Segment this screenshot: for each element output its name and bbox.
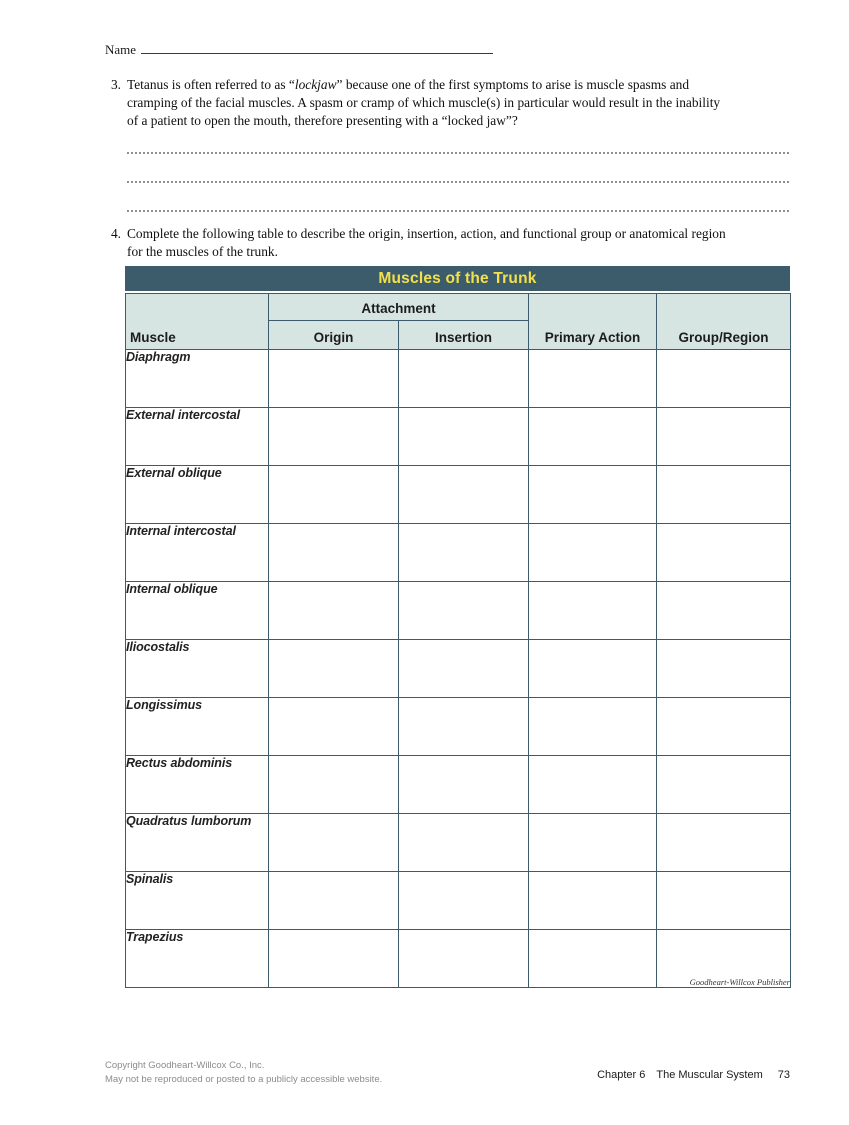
insertion-cell <box>399 872 529 930</box>
primary-action-cell <box>529 350 657 408</box>
group-region-cell <box>657 582 791 640</box>
col-header-muscle: Muscle <box>126 294 269 350</box>
group-region-cell <box>657 698 791 756</box>
primary-action-cell <box>529 466 657 524</box>
question-3-number: 3. <box>110 77 121 92</box>
question-3-lockjaw-italic: lockjaw <box>294 77 337 92</box>
question-3-line1 <box>127 76 782 94</box>
muscle-name-cell: Internal oblique <box>126 582 269 640</box>
page-number: 73 <box>777 1069 790 1081</box>
primary-action-cell <box>529 756 657 814</box>
question-4-line1: Complete the following table to describe the origin, insertion, action, and functional group or anatomical region <box>127 226 726 241</box>
insertion-cell <box>399 582 529 640</box>
table-row-internal-intercostal <box>126 524 791 582</box>
origin-cell <box>269 582 399 640</box>
table-row-quadratus-lumborum <box>126 814 791 872</box>
origin-cell <box>269 408 399 466</box>
group-region-cell <box>657 466 791 524</box>
chapter-label: Chapter 6 <box>597 1069 646 1081</box>
book-section-label: The Muscular System <box>656 1069 763 1081</box>
muscle-name-cell: External intercostal <box>126 408 269 466</box>
table-row-iliocostalis <box>126 640 791 698</box>
question-3-text <box>127 76 782 130</box>
origin-cell <box>269 872 399 930</box>
origin-cell <box>269 698 399 756</box>
group-region-cell <box>657 350 791 408</box>
table-row-diaphragm <box>126 350 791 408</box>
question-3-line1-pre: Tetanus is often referred to as “ <box>127 77 295 92</box>
primary-action-cell <box>529 930 657 988</box>
insertion-cell <box>399 698 529 756</box>
insertion-cell <box>399 350 529 408</box>
table-header <box>126 294 791 350</box>
copyright-line2: May not be reproduced or posted to a publicly accessible website. <box>105 1074 383 1085</box>
group-region-cell <box>657 756 791 814</box>
muscles-table-container <box>125 266 790 988</box>
group-region-cell <box>657 408 791 466</box>
table-row-internal-oblique <box>126 582 791 640</box>
primary-action-cell <box>529 698 657 756</box>
question-4-number: 4. <box>110 226 121 241</box>
primary-action-cell <box>529 582 657 640</box>
origin-cell <box>269 930 399 988</box>
muscle-name-cell: Rectus abdominis <box>126 756 269 814</box>
insertion-cell <box>399 524 529 582</box>
origin-cell <box>269 466 399 524</box>
origin-cell <box>269 640 399 698</box>
muscles-table <box>125 293 791 988</box>
name-field-row <box>105 41 493 58</box>
muscle-name-cell: Quadratus lumborum <box>126 814 269 872</box>
col-header-primary-action: Primary Action <box>529 294 657 350</box>
muscle-name-cell: Internal intercostal <box>126 524 269 582</box>
page-footer-right <box>597 1069 790 1081</box>
answer-line-1 <box>127 152 790 154</box>
origin-cell <box>269 350 399 408</box>
insertion-cell <box>399 466 529 524</box>
col-header-insertion: Insertion <box>399 321 529 350</box>
copyright-line1: Copyright Goodheart-Willcox Co., Inc. <box>105 1060 265 1071</box>
name-label: Name <box>105 42 137 57</box>
question-3-line1-post: ” because one of the first symptoms to arise is muscle spasms and <box>336 77 690 92</box>
table-body <box>126 350 791 988</box>
question-4 <box>107 225 782 261</box>
publisher-credit: Goodheart-Willcox Publisher <box>689 977 790 987</box>
table-row-longissimus <box>126 698 791 756</box>
primary-action-cell <box>529 814 657 872</box>
primary-action-cell <box>529 524 657 582</box>
table-row-external-oblique <box>126 466 791 524</box>
col-header-attachment: Attachment <box>269 294 529 321</box>
origin-cell <box>269 814 399 872</box>
table-row-rectus-abdominis <box>126 756 791 814</box>
primary-action-cell <box>529 872 657 930</box>
muscle-name-cell: Spinalis <box>126 872 269 930</box>
insertion-cell <box>399 814 529 872</box>
group-region-cell <box>657 872 791 930</box>
origin-cell <box>269 756 399 814</box>
answer-line-3 <box>127 210 790 212</box>
primary-action-cell <box>529 640 657 698</box>
muscle-name-cell: Longissimus <box>126 698 269 756</box>
table-row-spinalis <box>126 872 791 930</box>
question-4-text <box>127 225 782 261</box>
table-title: Muscles of the Trunk <box>125 266 790 291</box>
col-header-group-region: Group/Region <box>657 294 791 350</box>
group-region-cell <box>657 640 791 698</box>
muscle-name-cell: Diaphragm <box>126 350 269 408</box>
primary-action-cell <box>529 408 657 466</box>
question-4-line2: for the muscles of the trunk. <box>127 244 278 259</box>
muscle-name-cell: Trapezius <box>126 930 269 988</box>
insertion-cell <box>399 756 529 814</box>
name-blank-line <box>141 41 493 54</box>
insertion-cell <box>399 930 529 988</box>
insertion-cell <box>399 640 529 698</box>
group-region-cell <box>657 524 791 582</box>
copyright-notice <box>105 1059 382 1087</box>
question-3-line3: of a patient to open the mouth, therefore presenting with a “locked jaw”? <box>127 113 518 128</box>
col-header-origin: Origin <box>269 321 399 350</box>
question-3 <box>107 76 782 130</box>
table-row-external-intercostal <box>126 408 791 466</box>
muscle-name-cell: External oblique <box>126 466 269 524</box>
origin-cell <box>269 524 399 582</box>
muscle-name-cell: Iliocostalis <box>126 640 269 698</box>
group-region-cell <box>657 814 791 872</box>
insertion-cell <box>399 408 529 466</box>
question-3-line2: cramping of the facial muscles. A spasm or cramp of which muscle(s) in particular would result in the inability <box>127 95 721 110</box>
answer-line-2 <box>127 181 790 183</box>
